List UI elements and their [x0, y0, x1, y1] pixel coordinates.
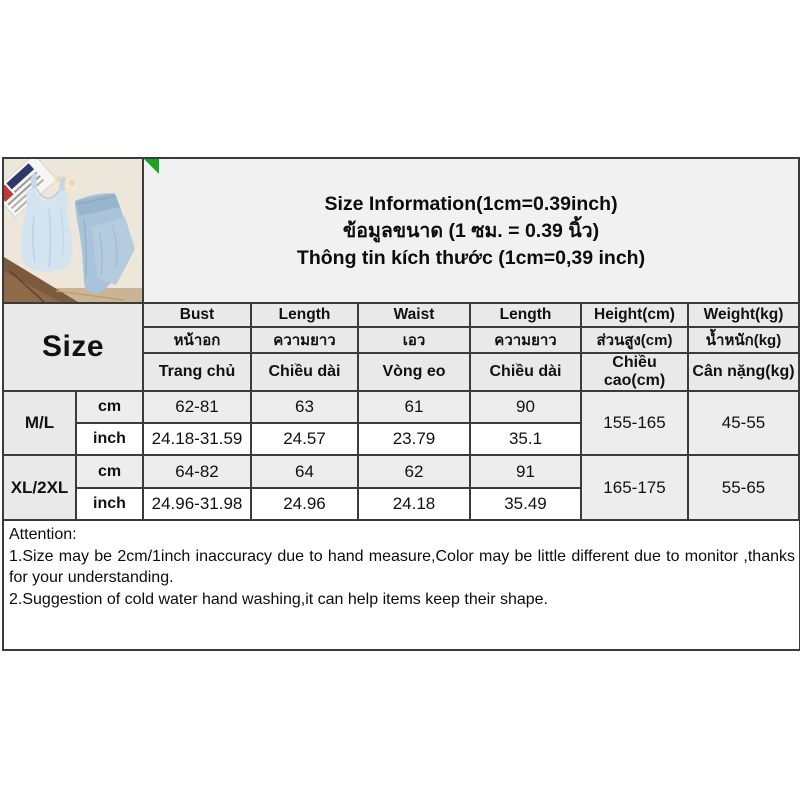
product-photo	[4, 159, 142, 302]
header-vi-length-top: Chiều dài	[251, 353, 358, 391]
cell-xl-inch-waist: 24.18	[358, 488, 470, 520]
row-label-ml: M/L	[3, 391, 76, 455]
header-en-length-bottom: Length	[470, 303, 581, 327]
title-vietnamese: Thông tin kích thước (1cm=0,39 inch)	[296, 246, 646, 269]
cell-xl-cm-length-bottom: 91	[470, 455, 581, 488]
title-english: Size Information(1cm=0.39inch)	[324, 192, 618, 215]
header-en-waist: Waist	[358, 303, 470, 327]
header-en-height: Height(cm)	[581, 303, 688, 327]
attention-heading: Attention:	[9, 526, 77, 543]
cell-ml-cm-bust: 62-81	[143, 391, 251, 423]
cell-ml-inch-bust: 24.18-31.59	[143, 423, 251, 455]
cell-ml-inch-length-top: 24.57	[251, 423, 358, 455]
row-label-xl2xl: XL/2XL	[3, 455, 76, 520]
cell-xl-cm-bust: 64-82	[143, 455, 251, 488]
header-th-weight: น้ำหนัก(kg)	[688, 327, 799, 353]
header-vi-height: Chiều cao(cm)	[581, 353, 688, 391]
header-th-length-top: ความยาว	[251, 327, 358, 353]
attention-box	[2, 521, 800, 651]
cell-xl-height: 165-175	[581, 455, 688, 520]
cell-xl-cm-length-top: 64	[251, 455, 358, 488]
cell-ml-inch-waist: 23.79	[358, 423, 470, 455]
header-en-length-top: Length	[251, 303, 358, 327]
unit-ml-inch: inch	[76, 423, 143, 455]
cell-xl-cm-waist: 62	[358, 455, 470, 488]
header-th-waist: เอว	[358, 327, 470, 353]
green-corner-marker	[144, 159, 159, 174]
cell-ml-cm-length-top: 63	[251, 391, 358, 423]
header-th-length-bottom: ความยาว	[470, 327, 581, 353]
header-vi-bust: Trang chủ	[143, 353, 251, 391]
unit-xl-cm: cm	[76, 455, 143, 488]
header-vi-length-bottom: Chiều dài	[470, 353, 581, 391]
header-vi-waist: Vòng eo	[358, 353, 470, 391]
header-vi-weight: Cân nặng(kg)	[688, 353, 799, 391]
cell-ml-height: 155-165	[581, 391, 688, 455]
product-photo-cell	[3, 158, 143, 303]
cell-ml-inch-length-bottom: 35.1	[470, 423, 581, 455]
header-th-height: ส่วนสูง(cm)	[581, 327, 688, 353]
header-en-bust: Bust	[143, 303, 251, 327]
unit-ml-cm: cm	[76, 391, 143, 423]
cell-xl-inch-length-bottom: 35.49	[470, 488, 581, 520]
header-th-bust: หน้าอก	[143, 327, 251, 353]
cell-ml-cm-waist: 61	[358, 391, 470, 423]
attention-note-1: 1.Size may be 2cm/1inch inaccuracy due to hand measure,Color may be little different due to monitor ,thanks for your understanding.	[9, 547, 795, 586]
cell-xl-inch-length-top: 24.96	[251, 488, 358, 520]
header-en-weight: Weight(kg)	[688, 303, 799, 327]
size-table	[2, 157, 800, 521]
title-cell	[143, 158, 799, 303]
cell-ml-cm-length-bottom: 90	[470, 391, 581, 423]
cell-ml-weight: 45-55	[688, 391, 799, 455]
title-block	[144, 194, 798, 268]
cell-xl-inch-bust: 24.96-31.98	[143, 488, 251, 520]
attention-note-2: 2.Suggestion of cold water hand washing,it can help items keep their shape.	[9, 590, 548, 608]
cell-xl-weight: 55-65	[688, 455, 799, 520]
size-header-cell: Size	[3, 303, 143, 391]
size-chart-content	[2, 157, 798, 651]
unit-xl-inch: inch	[76, 488, 143, 520]
title-thai: ข้อมูลขนาด (1 ซม. = 0.39 นิ้ว)	[342, 219, 600, 242]
